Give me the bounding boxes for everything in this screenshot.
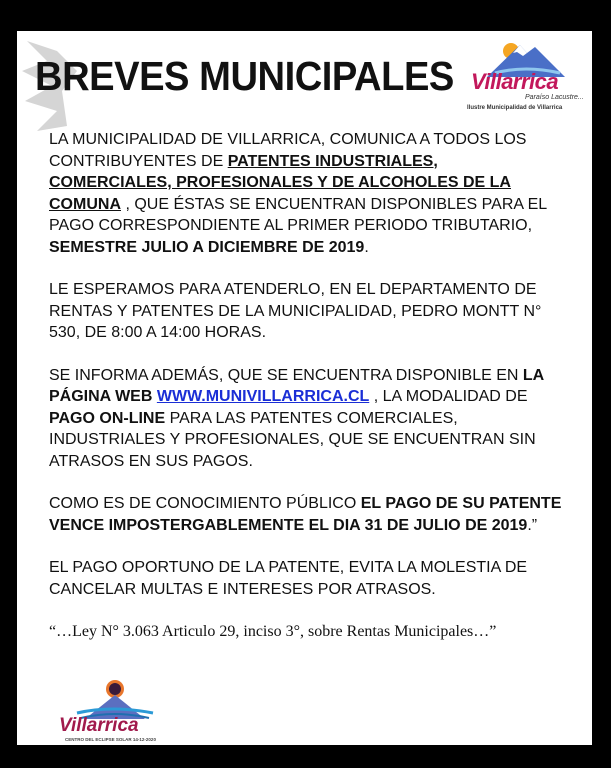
text-span: SE INFORMA ADEMÁS, QUE SE ENCUENTRA DISPONIBLE EN [49,366,523,384]
law-citation: “…Ley N° 3.063 Articulo 29, inciso 3°, sobre Rentas Municipales…” [49,623,497,640]
paragraph-multas [49,557,564,600]
text-span: , QUE ÉSTAS SE ENCUENTRAN DISPONIBLES PARA EL PAGO CORRESPONDIENTE AL PRIMER PERIODO TRIBUTARIO, [49,195,547,234]
text-span: .” [527,516,538,534]
paragraph-ley [49,621,564,643]
text-span: LA MUNICIPALIDAD DE VILLARRICA, COMUNICA A TODOS LOS CONTRIBUYENTES DE [49,131,527,170]
paragraph-pago-online [49,365,564,473]
page-title: BREVES MUNICIPALES [35,53,454,99]
deadline-text: EL PAGO DE SU PATENTE VENCE IMPOSTERGABLEMENTE EL DIA 31 DE JULIO DE 2019 [49,495,562,534]
text-span: EL PAGO OPORTUNO DE LA PATENTE, EVITA LA MOLESTIA DE CANCELAR MULTAS E INTERESES POR ATRASOS. [49,559,528,598]
text-span: , LA MODALIDAD DE [369,388,528,405]
online-payment-label: PAGO ON-LINE [49,409,166,427]
municipality-logo [465,39,587,119]
text-span: LE ESPERAMOS PARA ATENDERLO, EN EL DEPARTAMENTO DE RENTAS Y PATENTES DE LA MUNICIPALIDAD, PEDRO MONTT N° 530, DE 8:00 A 14:00 HORAS. [49,281,542,341]
text-span: PARA LAS PATENTES COMERCIALES, INDUSTRIALES Y PROFESIONALES, QUE SE ENCUENTRAN SIN ATRASOS EN SUS PAGOS. [49,409,536,470]
eclipse-logo [57,677,167,745]
website-link[interactable]: WWW.MUNIVILLARRICA.CL [156,388,370,405]
logo-brand: Villarrica [471,69,559,94]
logo-subtitle: CENTRO DEL ECLIPSE SOLAR 14-12-2020 [65,737,156,742]
paragraph-patentes [49,129,564,258]
patentes-types: PATENTES INDUSTRIALES, COMERCIALES, PROFESIONALES Y DE ALCOHOLES DE LA COMUNA [49,152,511,213]
logo-tagline: Paraíso Lacustre... [525,94,584,101]
notice-sheet [17,31,592,745]
web-label: LA PÁGINA WEB [49,366,544,405]
text-span: . [364,238,369,256]
logo-subtitle: Ilustre Municipalidad de Villarrica [467,105,563,111]
paragraph-atencion [49,279,564,344]
semester-period: SEMESTRE JULIO A DICIEMBRE DE 2019 [49,238,365,256]
notice-body [49,129,564,664]
paragraph-vencimiento [49,493,564,536]
text-span: COMO ES DE CONOCIMIENTO PÚBLICO [49,495,361,512]
logo-brand: Villarrica [59,715,139,736]
